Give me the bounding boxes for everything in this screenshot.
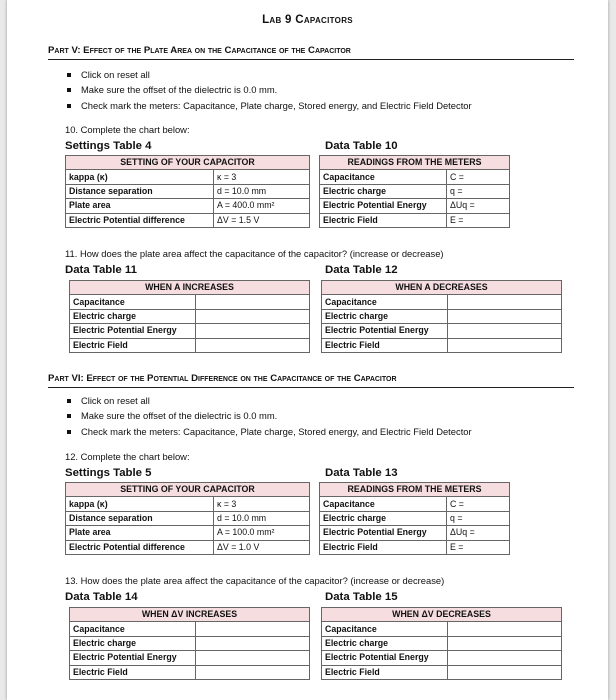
row-label: Capacitance [70, 622, 196, 636]
data-table-15-label: Data Table 15 [325, 591, 398, 603]
row-label: Electric Potential Energy [320, 526, 447, 540]
data-table-12-label: Data Table 12 [325, 264, 398, 276]
row-label: Electric charge [320, 184, 447, 198]
part5-instructions [65, 67, 472, 113]
reading-input[interactable]: E = [447, 540, 510, 554]
answer-cell[interactable] [196, 295, 310, 309]
row-label: Electric charge [320, 511, 447, 525]
part6-rule [48, 387, 574, 388]
data-table-12 [321, 280, 562, 353]
table-header: WHEN A INCREASES [70, 281, 310, 295]
answer-cell[interactable] [196, 338, 310, 352]
row-label: Electric charge [322, 309, 448, 323]
table-header: SETTING OF YOUR CAPACITOR [66, 483, 310, 497]
row-label: Plate area [66, 199, 214, 213]
row-value: κ = 3 [214, 170, 310, 184]
settings-table-4-label: Settings Table 4 [65, 140, 152, 152]
question-10: 10. Complete the chart below: [65, 124, 190, 135]
table-header: WHEN ΔV DECREASES [322, 608, 562, 622]
row-label: Electric Field [322, 338, 448, 352]
table-header: READINGS FROM THE METERS [320, 156, 510, 170]
row-label: Electric charge [70, 636, 196, 650]
answer-cell[interactable] [196, 651, 310, 665]
row-label: Electric Potential difference [66, 540, 214, 554]
instruction-item: Click on reset all [65, 393, 472, 408]
part6-instructions [65, 393, 472, 439]
answer-cell[interactable] [448, 338, 562, 352]
row-label: Electric Field [322, 665, 448, 679]
row-label: Electric Potential Energy [70, 651, 196, 665]
row-value: ΔV = 1.0 V [214, 540, 310, 554]
answer-cell[interactable] [196, 665, 310, 679]
row-label: Electric charge [322, 636, 448, 650]
question-13: 13. How does the plate area affect the capacitance of the capacitor? (increase or decrease) [65, 575, 445, 586]
settings-table-4 [65, 155, 310, 228]
reading-input[interactable]: ΔUq = [447, 526, 510, 540]
data-table-13 [319, 482, 510, 555]
row-label: Electric Potential Energy [320, 199, 447, 213]
row-label: kappa (κ) [66, 497, 214, 511]
row-label: Capacitance [322, 295, 448, 309]
row-value: κ = 3 [214, 497, 310, 511]
row-value: A = 400.0 mm² [214, 199, 310, 213]
answer-cell[interactable] [448, 295, 562, 309]
answer-cell[interactable] [196, 324, 310, 338]
answer-cell[interactable] [196, 636, 310, 650]
row-value: ΔV = 1.5 V [214, 213, 310, 227]
data-table-15 [321, 607, 562, 680]
settings-table-5 [65, 482, 310, 555]
row-value: d = 10.0 mm [214, 184, 310, 198]
row-label: Electric Field [70, 665, 196, 679]
part5-rule [48, 59, 574, 60]
reading-input[interactable]: C = [447, 497, 510, 511]
data-table-10 [319, 155, 510, 228]
row-label: kappa (κ) [66, 170, 214, 184]
answer-cell[interactable] [448, 636, 562, 650]
row-label: Capacitance [320, 170, 447, 184]
row-label: Electric Potential Energy [322, 651, 448, 665]
part5-heading: Part V: Effect of the Plate Area on the Capacitance of the Capacitor [48, 45, 351, 56]
row-label: Electric Field [320, 213, 447, 227]
instruction-item: Make sure the offset of the dielectric is 0.0 mm. [65, 82, 472, 97]
answer-cell[interactable] [448, 622, 562, 636]
data-table-14 [69, 607, 310, 680]
row-label: Capacitance [322, 622, 448, 636]
answer-cell[interactable] [196, 622, 310, 636]
row-label: Electric Potential Energy [322, 324, 448, 338]
question-11: 11. How does the plate area affect the capacitance of the capacitor? (increase or decrease) [65, 248, 444, 259]
answer-cell[interactable] [196, 309, 310, 323]
reading-input[interactable]: ΔUq = [447, 199, 510, 213]
instruction-item: Make sure the offset of the dielectric is 0.0 mm. [65, 408, 472, 423]
row-label: Electric charge [70, 309, 196, 323]
row-value: d = 10.0 mm [214, 511, 310, 525]
table-header: WHEN ΔV INCREASES [70, 608, 310, 622]
reading-input[interactable]: C = [447, 170, 510, 184]
worksheet-page [7, 0, 608, 700]
instruction-item: Click on reset all [65, 67, 472, 82]
row-label: Electric Potential difference [66, 213, 214, 227]
row-label: Distance separation [66, 184, 214, 198]
answer-cell[interactable] [448, 665, 562, 679]
data-table-13-label: Data Table 13 [325, 467, 398, 479]
row-label: Distance separation [66, 511, 214, 525]
lab-title: Lab 9 Capacitors [262, 14, 353, 26]
data-table-11-label: Data Table 11 [65, 264, 137, 276]
answer-cell[interactable] [448, 324, 562, 338]
settings-table-5-label: Settings Table 5 [65, 467, 152, 479]
row-label: Electric Field [70, 338, 196, 352]
instruction-item: Check mark the meters: Capacitance, Plate charge, Stored energy, and Electric Field Detector [65, 98, 472, 113]
row-label: Electric Field [320, 540, 447, 554]
table-header: SETTING OF YOUR CAPACITOR [66, 156, 310, 170]
part6-heading: Part VI: Effect of the Potential Difference on the Capacitance of the Capacitor [48, 373, 397, 384]
question-12: 12. Complete the chart below: [65, 451, 190, 462]
data-table-11 [69, 280, 310, 353]
data-table-10-label: Data Table 10 [325, 140, 398, 152]
answer-cell[interactable] [448, 309, 562, 323]
row-label: Capacitance [320, 497, 447, 511]
table-header: WHEN A DECREASES [322, 281, 562, 295]
row-label: Electric Potential Energy [70, 324, 196, 338]
reading-input[interactable]: E = [447, 213, 510, 227]
instruction-item: Check mark the meters: Capacitance, Plate charge, Stored energy, and Electric Field Detector [65, 424, 472, 439]
row-value: A = 100.0 mm² [214, 526, 310, 540]
reading-input[interactable]: q = [447, 184, 510, 198]
row-label: Capacitance [70, 295, 196, 309]
reading-input[interactable]: q = [447, 511, 510, 525]
answer-cell[interactable] [448, 651, 562, 665]
table-header: READINGS FROM THE METERS [320, 483, 510, 497]
data-table-14-label: Data Table 14 [65, 591, 138, 603]
row-label: Plate area [66, 526, 214, 540]
